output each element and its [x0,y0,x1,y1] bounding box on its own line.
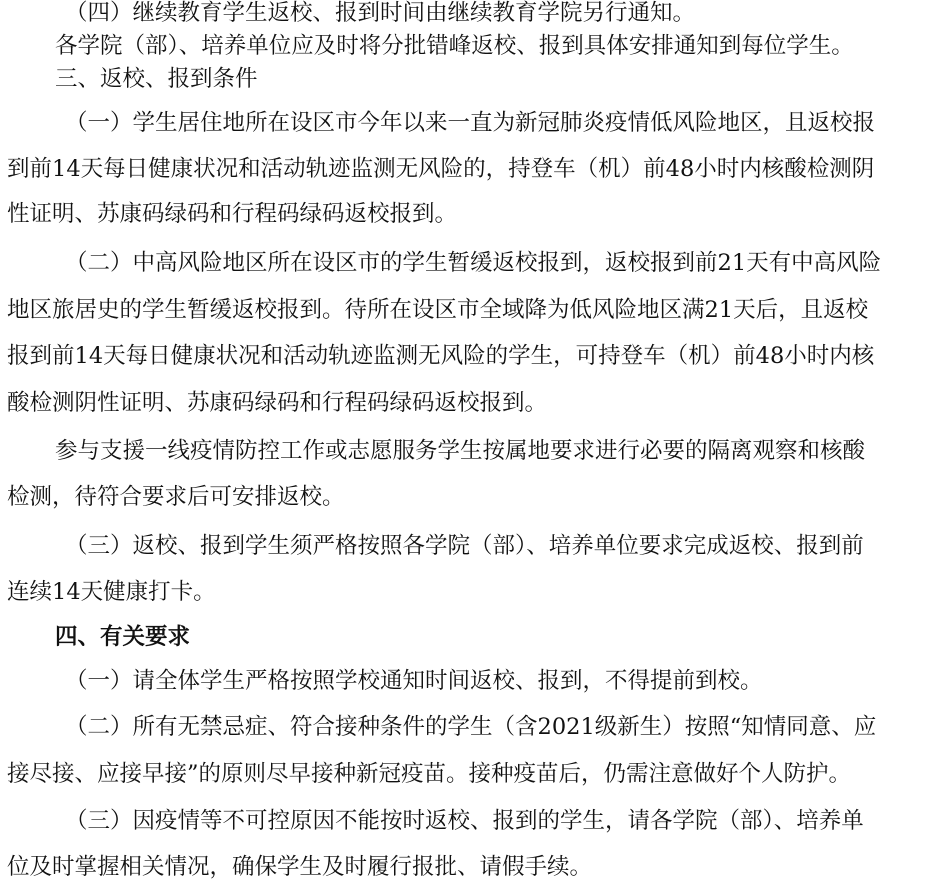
section-heading: 三、返校、报到条件 [55,66,258,92]
paragraph-line: （三）因疫情等不可控原因不能按时返校、报到的学生，请各学院（部）、培养单 [65,808,864,834]
paragraph-line: 检测，待符合要求后可安排返校。 [7,484,345,510]
paragraph-line: 接尽接、应接早接”的原则尽早接种新冠疫苗。接种疫苗后，仍需注意做好个人防护。 [7,761,852,787]
section-heading: 四、有关要求 [55,624,191,650]
paragraph-line: 酸检测阴性证明、苏康码绿码和行程码绿码返校报到。 [7,390,548,416]
paragraph-line: （二）中高风险地区所在设区市的学生暂缓返校报到，返校报到前21天有中高风险 [65,250,882,276]
paragraph-line: 性证明、苏康码绿码和行程码绿码返校报到。 [7,201,458,227]
paragraph-line: 连续14天健康打卡。 [7,579,216,605]
paragraph-line: 参与支援一线疫情防控工作或志愿服务学生按属地要求进行必要的隔离观察和核酸 [55,438,866,464]
paragraph-line: （四）继续教育学生返校、报到时间由继续教育学院另行通知。 [65,0,696,26]
paragraph-line: 地区旅居史的学生暂缓返校报到。待所在设区市全域降为低风险地区满21天后，且返校 [7,297,869,323]
paragraph-line: （一）学生居住地所在设区市今年以来一直为新冠肺炎疫情低风险地区，且返校报 [65,110,876,136]
paragraph-line: 各学院（部）、培养单位应及时将分批错峰返校、报到具体安排通知到每位学生。 [55,33,854,59]
paragraph-line: 到前14天每日健康状况和活动轨迹监测无风险的，持登车（机）前48小时内核酸检测阴 [7,156,875,182]
paragraph-line: （三）返校、报到学生须严格按照各学院（部）、培养单位要求完成返校、报到前 [65,533,864,559]
paragraph-line: 位及时掌握相关情况，确保学生及时履行报批、请假手续。 [7,854,593,880]
paragraph-line: （一）请全体学生严格按照学校通知时间返校、报到，不得提前到校。 [65,668,763,694]
paragraph-line: （二）所有无禁忌症、符合接种条件的学生（含2021级新生）按照“知情同意、应 [65,714,877,740]
paragraph-line: 报到前14天每日健康状况和活动轨迹监测无风险的学生，可持登车（机）前48小时内核 [7,343,875,369]
